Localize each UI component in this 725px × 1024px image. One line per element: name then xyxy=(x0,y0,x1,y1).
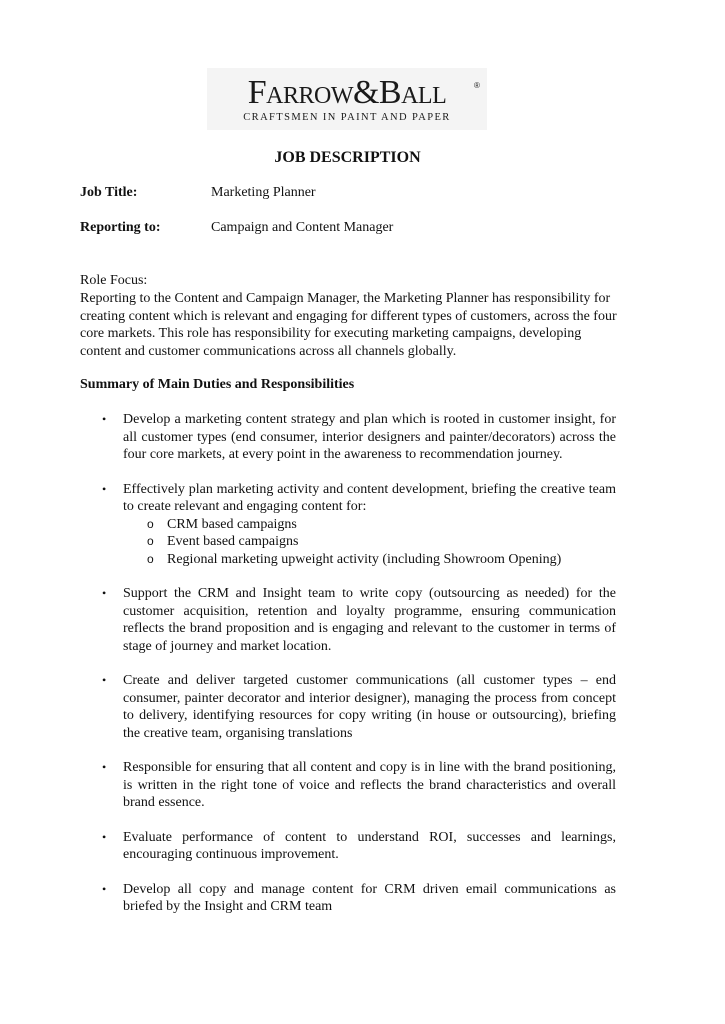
duty-sub-text: CRM based campaigns xyxy=(167,516,297,532)
bullet-icon: • xyxy=(102,481,107,496)
duty-text: Effectively plan marketing activity and content development, briefing the creative team to create relevant and engaging content for: xyxy=(123,481,616,514)
bullet-icon: • xyxy=(102,760,107,774)
role-focus-text: Reporting to the Content and Campaign Manager, the Marketing Planner has responsibility for creating content which is relevant and engaging for different types of customers, across the four core markets. This role has responsibility for executing marketing campaigns, developing content and customer communications across all channels globally. xyxy=(80,291,617,359)
role-focus-heading: Role Focus: xyxy=(80,273,148,288)
duty-sub-text: Event based campaigns xyxy=(167,534,299,549)
duty-text: Create and deliver targeted customer communications (all customer types – end consumer, painter decorator and interior designer), managing the process from concept to delivery, identifying resources for copy writing (in house or outsourcing), briefing the creative team, organising translations xyxy=(123,673,616,741)
bullet-icon: • xyxy=(102,586,107,600)
duty-item xyxy=(0,411,725,464)
logo-wordmark: Farrow&Ball xyxy=(247,74,447,111)
sub-bullet-icon: o xyxy=(147,516,154,531)
duty-item xyxy=(0,759,725,812)
reporting-to-value: Campaign and Content Manager xyxy=(211,220,394,235)
duties-heading: Summary of Main Duties and Responsibilities xyxy=(80,377,355,392)
duty-text: Develop a marketing content strategy and plan which is rooted in customer insight, for all customer types (end consumer, interior designers and painter/decorators) across the four core markets, at every point in the awareness to recommendation journey. xyxy=(123,412,616,462)
duty-text: Develop all copy and manage content for CRM driven email communications as briefed by the Insight and CRM team xyxy=(123,881,616,914)
page-title: JOB DESCRIPTION xyxy=(274,149,421,166)
duty-text: Support the CRM and Insight team to write copy (outsourcing as needed) for the customer acquisition, retention and loyalty programme, ensuring communication reflects the brand proposition and is engaging and relevant to the customer in terms of stage of journey and market location. xyxy=(123,586,616,654)
sub-bullet-icon: o xyxy=(147,534,154,548)
brand-logo xyxy=(207,68,487,130)
duty-item xyxy=(0,672,725,742)
sub-bullet-icon: o xyxy=(147,551,154,566)
duty-text: Responsible for ensuring that all content and copy is in line with the brand positioning, is written in the right tone of voice and reflects the brand characteristics and overall brand essence. xyxy=(123,760,616,810)
duty-sub-text: Regional marketing upweight activity (including Showroom Opening) xyxy=(167,551,562,567)
duty-item xyxy=(0,481,725,569)
bullet-icon: • xyxy=(102,829,107,844)
reporting-to-label: Reporting to: xyxy=(80,220,161,235)
duty-text: Evaluate performance of content to understand ROI, successes and learnings, encouraging continuous improvement. xyxy=(123,829,616,862)
bullet-icon: • xyxy=(102,673,107,687)
duty-sub-item xyxy=(0,516,725,534)
duties-list xyxy=(0,411,725,933)
job-title-label: Job Title: xyxy=(80,185,138,200)
duty-item xyxy=(0,829,725,864)
duty-item xyxy=(0,585,725,655)
bullet-icon: • xyxy=(102,412,107,426)
logo-tagline: CRAFTSMEN IN PAINT AND PAPER xyxy=(243,112,451,123)
duty-item xyxy=(0,881,725,916)
bullet-icon: • xyxy=(102,881,107,896)
job-title-value: Marketing Planner xyxy=(211,185,316,200)
duty-sub-item xyxy=(0,551,725,569)
duty-sub-item xyxy=(0,533,725,551)
logo-registered-mark: ® xyxy=(474,81,480,90)
duty-sub-list xyxy=(0,516,725,569)
